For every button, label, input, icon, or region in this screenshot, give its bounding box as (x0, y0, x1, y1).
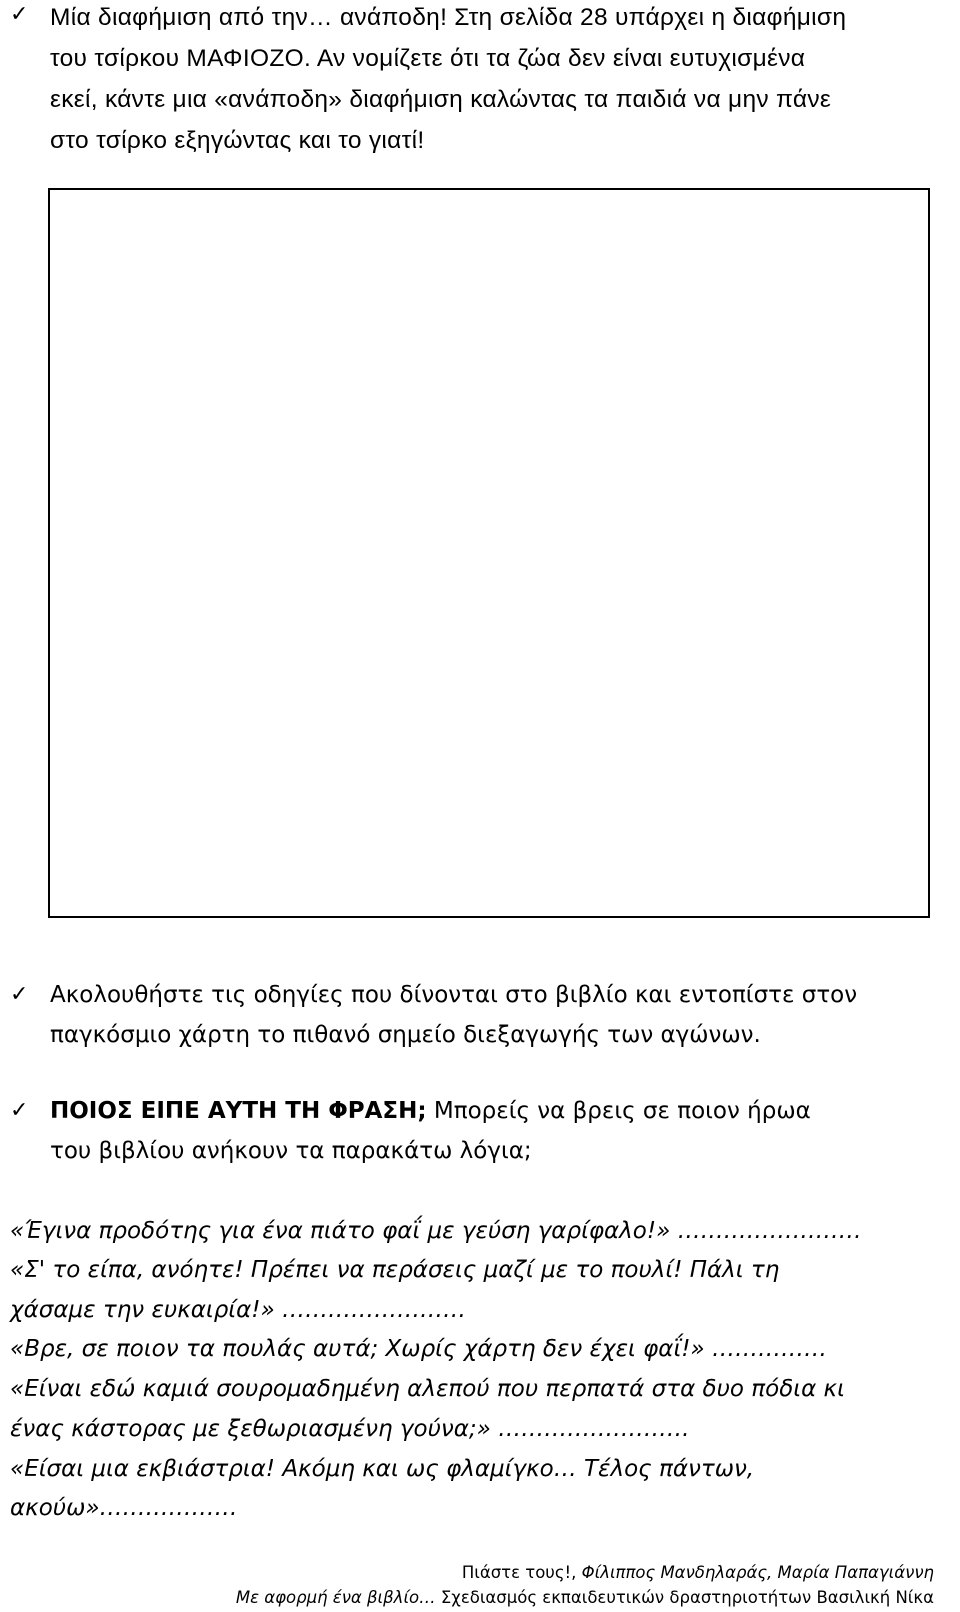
checkmark-icon: ✓ (10, 1098, 29, 1123)
bullet3-line-1 (50, 1098, 811, 1124)
bullet2-line-1: Ακολουθήστε τις οδηγίες που δίνονται στο βιβλίο και εντοπίστε στον (50, 982, 858, 1008)
checkmark-icon: ✓ (10, 982, 29, 1007)
footer-series: Με αφορμή ένα βιβλίο… (235, 1588, 436, 1607)
quote-line-3: χάσαμε την ευκαιρία!» …………………… (10, 1297, 466, 1323)
footer-line-1 (462, 1563, 934, 1582)
quote-line-4: «Βρε, σε ποιον τα πουλάς αυτά; Χωρίς χάρτη δεν έχει φαΐ!» …………… (10, 1336, 827, 1362)
bullet3-text: Μπορείς να βρεις σε ποιον ήρωα (426, 1098, 811, 1124)
quote-line-6: ένας κάστορας με ξεθωριασμένη γούνα;» ……………………. (10, 1416, 690, 1442)
bullet1-line-3: εκεί, κάντε μια «ανάποδη» διαφήμιση καλώντας τα παιδιά να μην πάνε (50, 86, 832, 113)
quote-line-8: ακούω»……………… (10, 1495, 238, 1521)
footer-book-title: Πιάστε τους!, (461, 1563, 582, 1582)
footer-line-2 (236, 1588, 934, 1607)
bullet2-line-2: παγκόσμιο χάρτη το πιθανό σημείο διεξαγωγής των αγώνων. (50, 1022, 761, 1048)
quote-line-7: «Είσαι μια εκβιάστρια! Ακόμη και ως φλαμίγκο… Τέλος πάντων, (10, 1456, 755, 1482)
footer-credit: Σχεδιασμός εκπαιδευτικών δραστηριοτήτων Βασιλική Νίκα (435, 1588, 934, 1607)
footer-authors: Φίλιππος Μανδηλαράς, Μαρία Παπαγιάννη (581, 1563, 934, 1582)
quote-line-5: «Είναι εδώ καμιά σουρομαδημένη αλεπού που περπατά στα δυο πόδια κι (10, 1376, 845, 1402)
bullet3-heading: ΠΟΙΟΣ ΕΙΠΕ ΑΥΤΗ ΤΗ ΦΡΑΣΗ; (50, 1098, 427, 1124)
quote-line-2: «Σ' το είπα, ανόητε! Πρέπει να περάσεις μαζί με το πουλί! Πάλι τη (10, 1257, 780, 1283)
bullet1-line-1: Μία διαφήμιση από την… ανάποδη! Στη σελίδα 28 υπάρχει η διαφήμιση (50, 4, 847, 31)
checkmark-icon: ✓ (10, 2, 29, 27)
bullet1-line-4: στο τσίρκο εξηγώντας και το γιατί! (50, 127, 425, 154)
bullet3-line-2: του βιβλίου ανήκουν τα παρακάτω λόγια; (50, 1138, 532, 1164)
advertisement-drawing-box (48, 188, 930, 918)
bullet1-line-2: του τσίρκου ΜΑΦΙΟΖΟ. Αν νομίζετε ότι τα ζώα δεν είναι ευτυχισμένα (50, 45, 806, 72)
quote-line-1: «Έγινα προδότης για ένα πιάτο φαΐ με γεύση γαρίφαλο!» …………………… (10, 1218, 862, 1244)
